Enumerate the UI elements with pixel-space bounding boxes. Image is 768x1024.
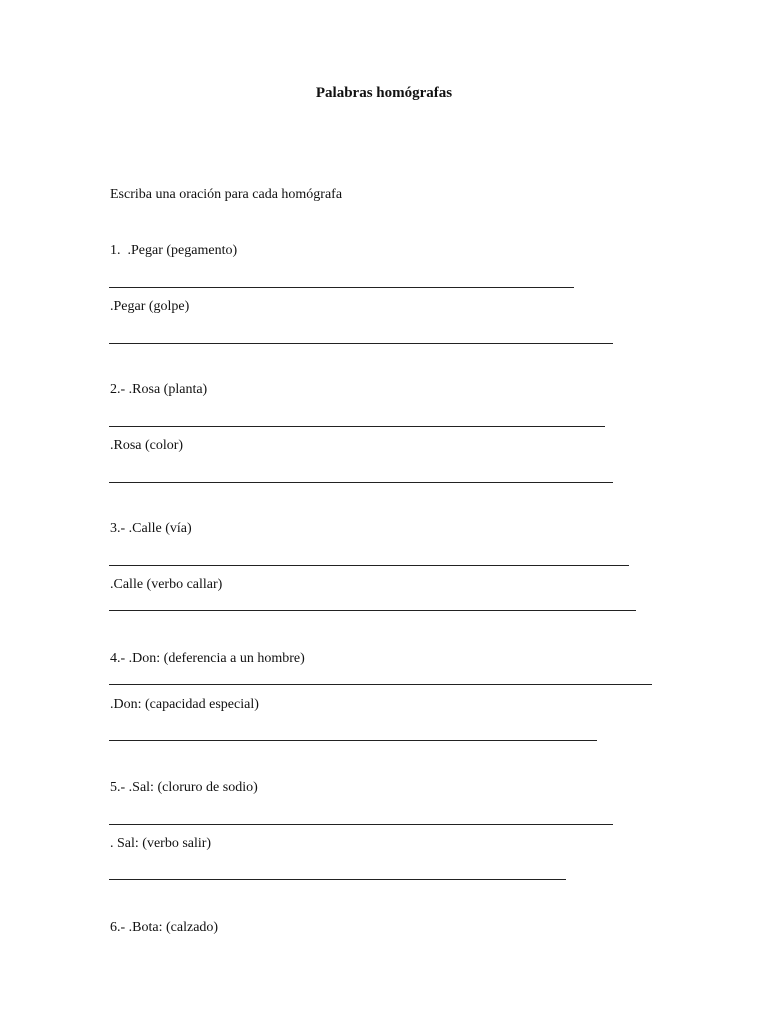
- item-label: .Sal: (cloruro de sodio): [128, 780, 258, 795]
- answer-line: [109, 482, 613, 483]
- item-6-first: [110, 920, 218, 936]
- item-3-second: .Calle (verbo callar): [110, 577, 223, 592]
- item-4-second: .Don: (capacidad especial): [110, 697, 259, 712]
- answer-line: [109, 684, 652, 685]
- item-5-first: [110, 780, 258, 796]
- item-3-first: [110, 521, 192, 537]
- item-number: 1.: [110, 243, 128, 258]
- item-number: 6.-: [110, 920, 129, 935]
- answer-line: [109, 824, 613, 825]
- item-number: 2.-: [110, 382, 129, 397]
- item-1-second: .Pegar (golpe): [110, 299, 190, 314]
- item-number: 4.-: [110, 651, 129, 666]
- answer-line: [109, 426, 605, 427]
- answer-line: [109, 740, 597, 741]
- item-2-second: .Rosa (color): [110, 438, 184, 453]
- item-number: 5.-: [110, 780, 129, 795]
- answer-line: [109, 610, 636, 611]
- item-label: .Calle (vía): [128, 521, 192, 536]
- instruction-text: Escriba una oración para cada homógrafa: [110, 187, 343, 202]
- item-label: .Rosa (planta): [128, 382, 208, 397]
- item-4-first: [110, 651, 305, 667]
- item-label: .Bota: (calzado): [128, 920, 219, 935]
- page-title: Palabras homógrafas: [315, 85, 453, 101]
- answer-line: [109, 565, 629, 566]
- answer-line: [109, 879, 566, 880]
- item-label: .Pegar (pegamento): [127, 243, 238, 258]
- answer-line: [109, 343, 613, 344]
- item-1-first: [110, 243, 237, 259]
- item-number: 3.-: [110, 521, 129, 536]
- answer-line: [109, 287, 574, 288]
- item-2-first: [110, 382, 207, 398]
- item-5-second: . Sal: (verbo salir): [110, 836, 212, 851]
- item-label: .Don: (deferencia a un hombre): [128, 651, 305, 666]
